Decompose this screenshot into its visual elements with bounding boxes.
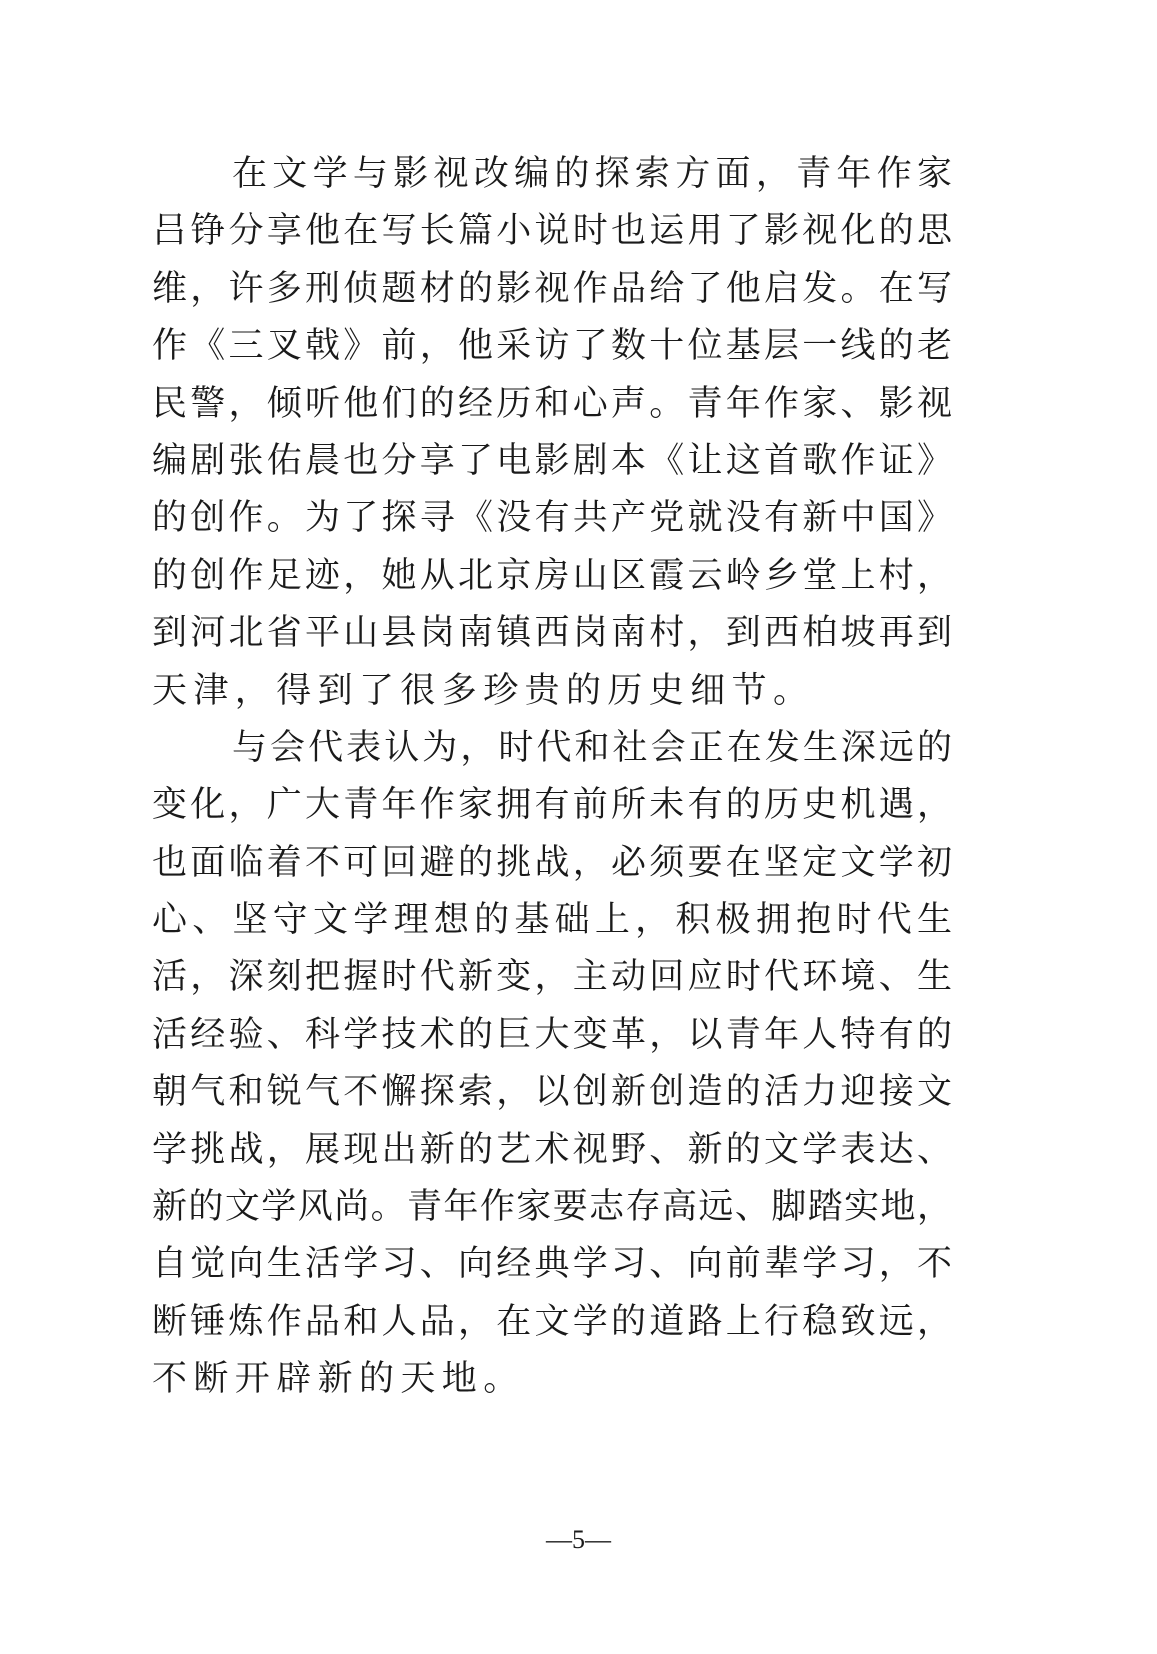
- text-line: 民警，倾听他们的经历和心声。青年作家、影视: [152, 383, 952, 424]
- text-line: 活经验、科学技术的巨大变革，以青年人特有的: [152, 1014, 952, 1055]
- paragraph-1: [152, 146, 952, 720]
- text-line: 朝气和锐气不懈探索，以创新创造的活力迎接文: [152, 1072, 952, 1113]
- paragraph-2: [152, 720, 952, 1409]
- text-line: 自觉向生活学习、向经典学习、向前辈学习，不: [152, 1244, 952, 1285]
- text-line: 的创作。为了探寻《没有共产党就没有新中国》: [152, 498, 952, 539]
- text-line: 到河北省平山县岗南镇西岗南村，到西柏坡再到: [152, 613, 952, 654]
- text-line: 新的文学风尚。青年作家要志存高远、脚踏实地，: [152, 1187, 952, 1228]
- text-line: 活，深刻把握时代新变，主动回应时代环境、生: [152, 957, 952, 998]
- text-line: 与会代表认为，时代和社会正在发生深远的: [232, 727, 952, 768]
- text-line: 天津，得到了很多珍贵的历史细节。: [152, 670, 815, 711]
- text-line: 也面临着不可回避的挑战，必须要在坚定文学初: [152, 842, 952, 883]
- text-line: 编剧张佑晨也分享了电影剧本《让这首歌作证》: [152, 440, 952, 481]
- text-line: 作《三叉戟》前，他采访了数十位基层一线的老: [152, 326, 952, 367]
- text-line: 在文学与影视改编的探索方面，青年作家: [232, 154, 952, 194]
- text-line: 学挑战，展现出新的艺术视野、新的文学表达、: [152, 1129, 952, 1170]
- text-line: 维，许多刑侦题材的影视作品给了他启发。在写: [152, 268, 952, 309]
- text-line: 的创作足迹，她从北京房山区霞云岭乡堂上村，: [152, 555, 952, 596]
- text-line: 不断开辟新的天地。: [152, 1359, 525, 1400]
- page-number: —5—: [546, 1525, 611, 1554]
- body-text: [152, 146, 952, 1409]
- text-line: 变化，广大青年作家拥有前所未有的历史机遇，: [152, 785, 952, 826]
- text-line: 心、坚守文学理想的基础上，积极拥抱时代生: [152, 900, 952, 941]
- text-line: 吕铮分享他在写长篇小说时也运用了影视化的思: [152, 211, 952, 252]
- text-line: 断锤炼作品和人品，在文学的道路上行稳致远，: [152, 1301, 952, 1342]
